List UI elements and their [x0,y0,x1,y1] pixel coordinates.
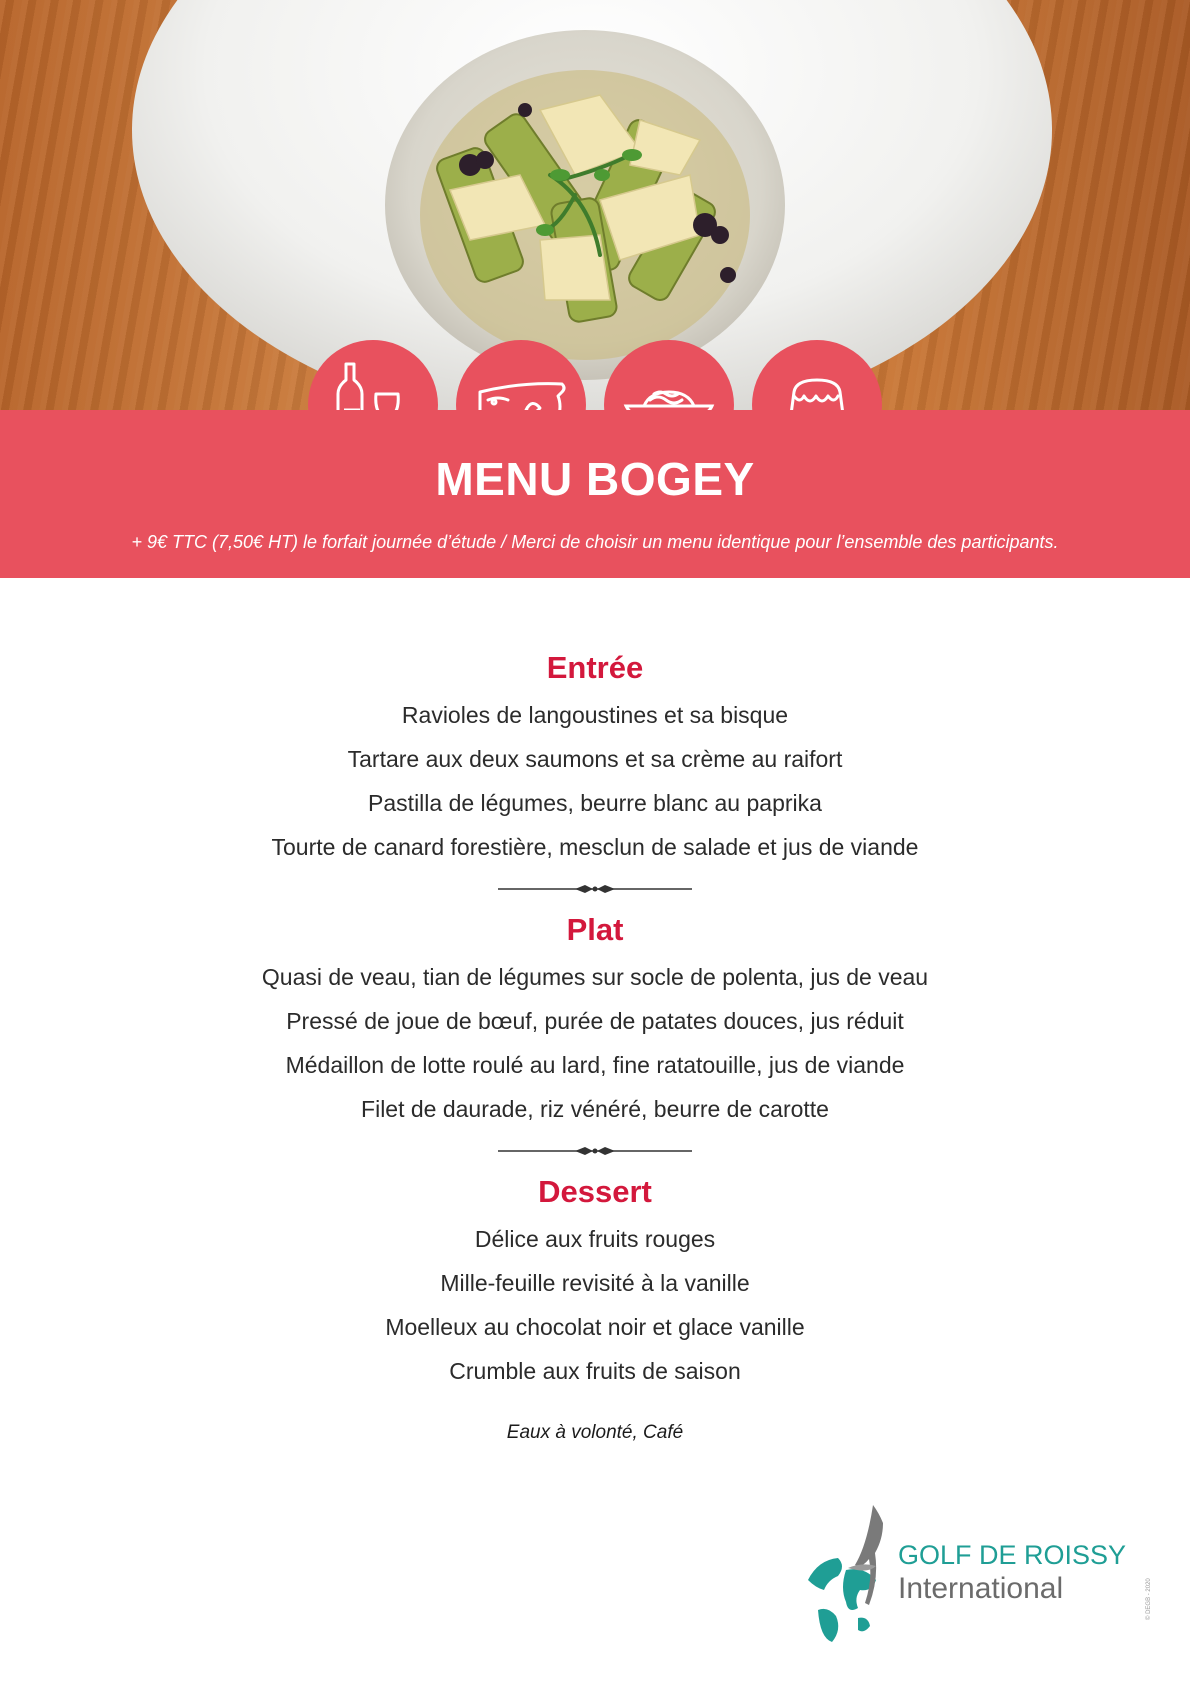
ornament-divider [498,1144,692,1158]
menu-item: Crumble aux fruits de saison [449,1358,741,1384]
menu-subtitle: + 9€ TTC (7,50€ HT) le forfait journée d’étude / Merci de choisir un menu identique pour l’ensemble des participants. [131,532,1059,552]
menu-item: Tourte de canard forestière, mesclun de salade et jus de viande [271,834,919,860]
footer-note: Eaux à volonté, Café [506,1422,684,1443]
menu-item: Filet de daurade, riz vénéré, beurre de carotte [361,1096,829,1122]
menu-item: Tartare aux deux saumons et sa crème au raifort [347,746,843,772]
menu-item: Ravioles de langoustines et sa bisque [401,702,789,728]
menu-item: Mille-feuille revisité à la vanille [440,1270,750,1296]
logo-text-international: International [898,1572,1064,1605]
section-title-plat: Plat [566,912,624,947]
menu-item: Pressé de joue de bœuf, purée de patates douces, jus réduit [286,1008,904,1034]
ornament-divider [498,882,692,896]
globe-bird-icon [788,1500,898,1650]
logo-text-golf: GOLF DE ROISSY [898,1540,1127,1570]
menu-item: Quasi de veau, tian de légumes sur socle de polenta, jus de veau [261,964,929,990]
menu-title: MENU BOGEY [435,453,755,505]
credit-text: © DEGB - 2020 [1146,1578,1152,1620]
menu-item: Médaillon de lotte roulé au lard, fine ratatouille, jus de viande [285,1052,905,1078]
section-title-dessert: Dessert [538,1174,652,1209]
golf-logo [788,1500,1127,1650]
hero-photo [0,0,1190,410]
menu-item: Moelleux au chocolat noir et glace vanille [385,1314,805,1340]
section-title-entree: Entrée [546,650,644,685]
menu-item: Délice aux fruits rouges [474,1226,716,1252]
dish-illustration [0,0,1190,410]
menu-item: Pastilla de légumes, beurre blanc au paprika [368,790,822,816]
